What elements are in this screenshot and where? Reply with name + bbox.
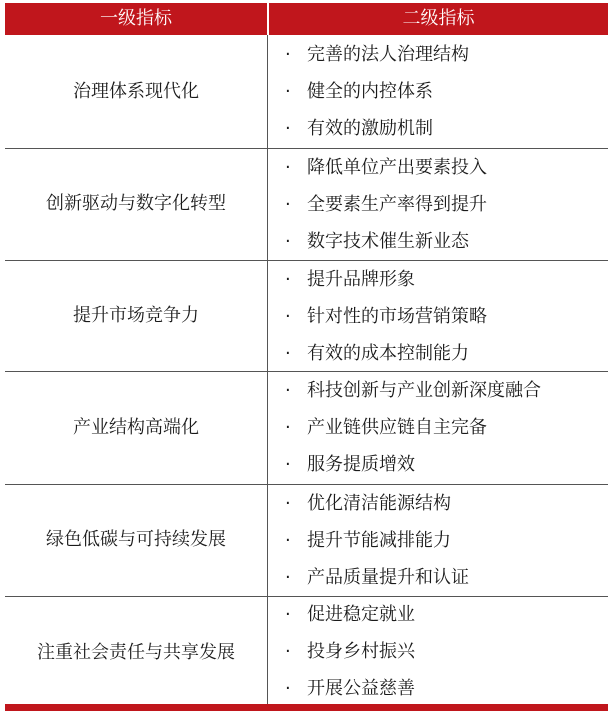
level2-item [285,299,487,335]
table-row [5,259,608,372]
level1-label: 提升市场竞争力 [73,305,199,326]
level2-item [285,74,433,110]
level2-item-text: 产品质量提升和认证 [307,567,469,588]
table-header [5,3,608,35]
bullet-icon: · [285,454,291,475]
table-row [5,596,608,709]
level1-label: 治理体系现代化 [73,81,199,102]
bullet-icon: · [285,417,291,438]
bullet-icon: · [285,194,291,215]
table-row [5,371,608,484]
level1-label: 注重社会责任与共享发展 [37,642,235,663]
level2-item [285,447,415,483]
level2-item [285,597,415,633]
level2-item-text: 优化清洁能源结构 [307,493,451,514]
bullet-icon: · [285,269,291,290]
level1-label: 绿色低碳与可持续发展 [46,529,226,550]
level2-item [285,373,541,409]
level2-item [285,336,469,372]
level2-item-text: 针对性的市场营销策略 [307,306,487,327]
bullet-icon: · [285,81,291,102]
level2-item [285,523,451,559]
level2-item [285,671,415,707]
bullet-icon: · [285,678,291,699]
level2-item-text: 产业链供应链自主完备 [307,417,487,438]
table-footer-bar [5,704,608,711]
level2-item [285,37,469,73]
table-row [5,35,608,148]
bullet-icon: · [285,567,291,588]
bullet-icon: · [285,343,291,364]
level2-item-text: 促进稳定就业 [307,604,415,625]
bullet-icon: · [285,604,291,625]
header-level1: 一级指标 [100,8,172,29]
level2-item-text: 完善的法人治理结构 [307,44,469,65]
level2-item-text: 提升节能减排能力 [307,530,451,551]
level2-item [285,634,415,670]
level2-item [285,111,433,147]
table-body [5,35,608,704]
table-row [5,147,608,260]
level2-item-text: 服务提质增效 [307,454,415,475]
bullet-icon: · [285,118,291,139]
bullet-icon: · [285,44,291,65]
indicator-table [5,3,608,711]
bullet-icon: · [285,530,291,551]
level2-item [285,150,487,186]
bullet-icon: · [285,493,291,514]
level2-item-text: 开展公益慈善 [307,678,415,699]
level2-item-text: 投身乡村振兴 [307,641,415,662]
level2-item-text: 降低单位产出要素投入 [307,157,487,178]
header-level2: 二级指标 [402,8,475,29]
level2-item-text: 有效的成本控制能力 [307,343,469,364]
level1-label: 创新驱动与数字化转型 [46,193,226,214]
level2-item [285,560,469,596]
bullet-icon: · [285,306,291,327]
level1-label: 产业结构高端化 [73,417,199,438]
level2-item [285,262,415,298]
level2-item [285,486,451,522]
level2-item [285,187,487,223]
level2-item-text: 科技创新与产业创新深度融合 [307,380,541,401]
bullet-icon: · [285,157,291,178]
level2-item-text: 全要素生产率得到提升 [307,194,487,215]
table-row [5,483,608,596]
level2-item [285,410,487,446]
bullet-icon: · [285,231,291,252]
level2-item-text: 有效的激励机制 [307,118,433,139]
level2-item [285,224,469,260]
level2-item-text: 数字技术催生新业态 [307,231,469,252]
bullet-icon: · [285,380,291,401]
level2-item-text: 健全的内控体系 [307,81,433,102]
bullet-icon: · [285,641,291,662]
level2-item-text: 提升品牌形象 [307,269,415,290]
